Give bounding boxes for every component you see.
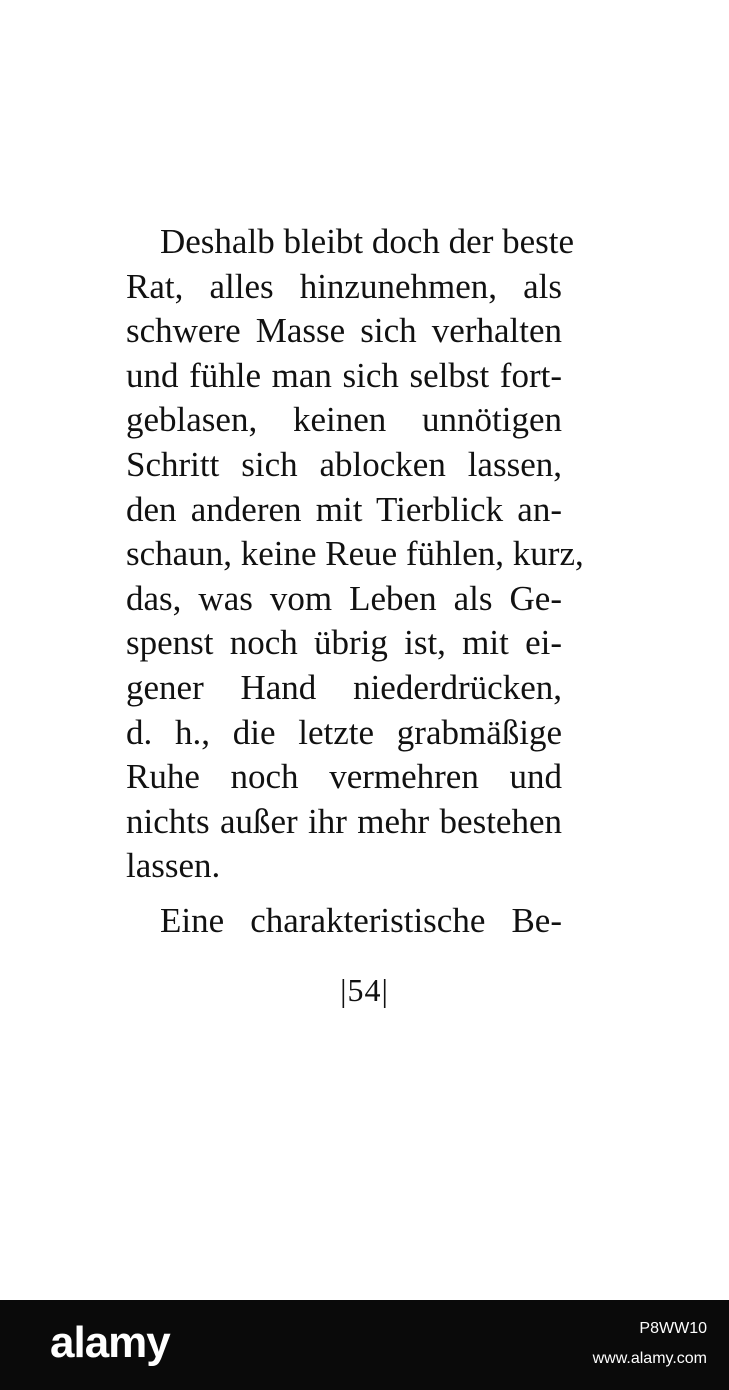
text-line: d. h., die letzte grabmäßige <box>126 712 562 752</box>
text-line: schaun, keine Reue fühlen, kurz, <box>126 534 584 574</box>
text-line: geblasen, keinen unnötigen <box>126 400 562 440</box>
text-line: den anderen mit Tierblick an- <box>126 489 562 529</box>
text-line: Deshalb bleibt doch der beste <box>160 222 575 261</box>
text-line: nichts außer ihr mehr bestehen <box>126 801 562 841</box>
text-line: lassen. <box>126 846 221 886</box>
text-line: das, was vom Leben als Ge- <box>126 578 562 618</box>
site-url: www.alamy.com <box>592 1350 707 1367</box>
text-line: Eine charakteristische Be- <box>160 900 562 940</box>
body-text <box>126 220 584 944</box>
text-line: Ruhe noch vermehren und <box>126 757 562 797</box>
text-line: schwere Masse sich verhalten <box>126 311 562 351</box>
text-line: spenst noch übrig ist, mit ei- <box>126 623 562 663</box>
text-line: gener Hand niederdrücken, <box>126 667 562 707</box>
watermark-bar <box>0 1300 729 1390</box>
text-line: Schritt sich ablocken lassen, <box>126 444 562 484</box>
text-line: und fühle man sich selbst fort- <box>126 355 562 395</box>
text-line: Rat, alles hinzunehmen, als <box>126 266 562 306</box>
page-number: |54| <box>340 972 389 1008</box>
image-id: P8WW10 <box>639 1320 707 1337</box>
brand-logo: alamy <box>50 1318 170 1367</box>
